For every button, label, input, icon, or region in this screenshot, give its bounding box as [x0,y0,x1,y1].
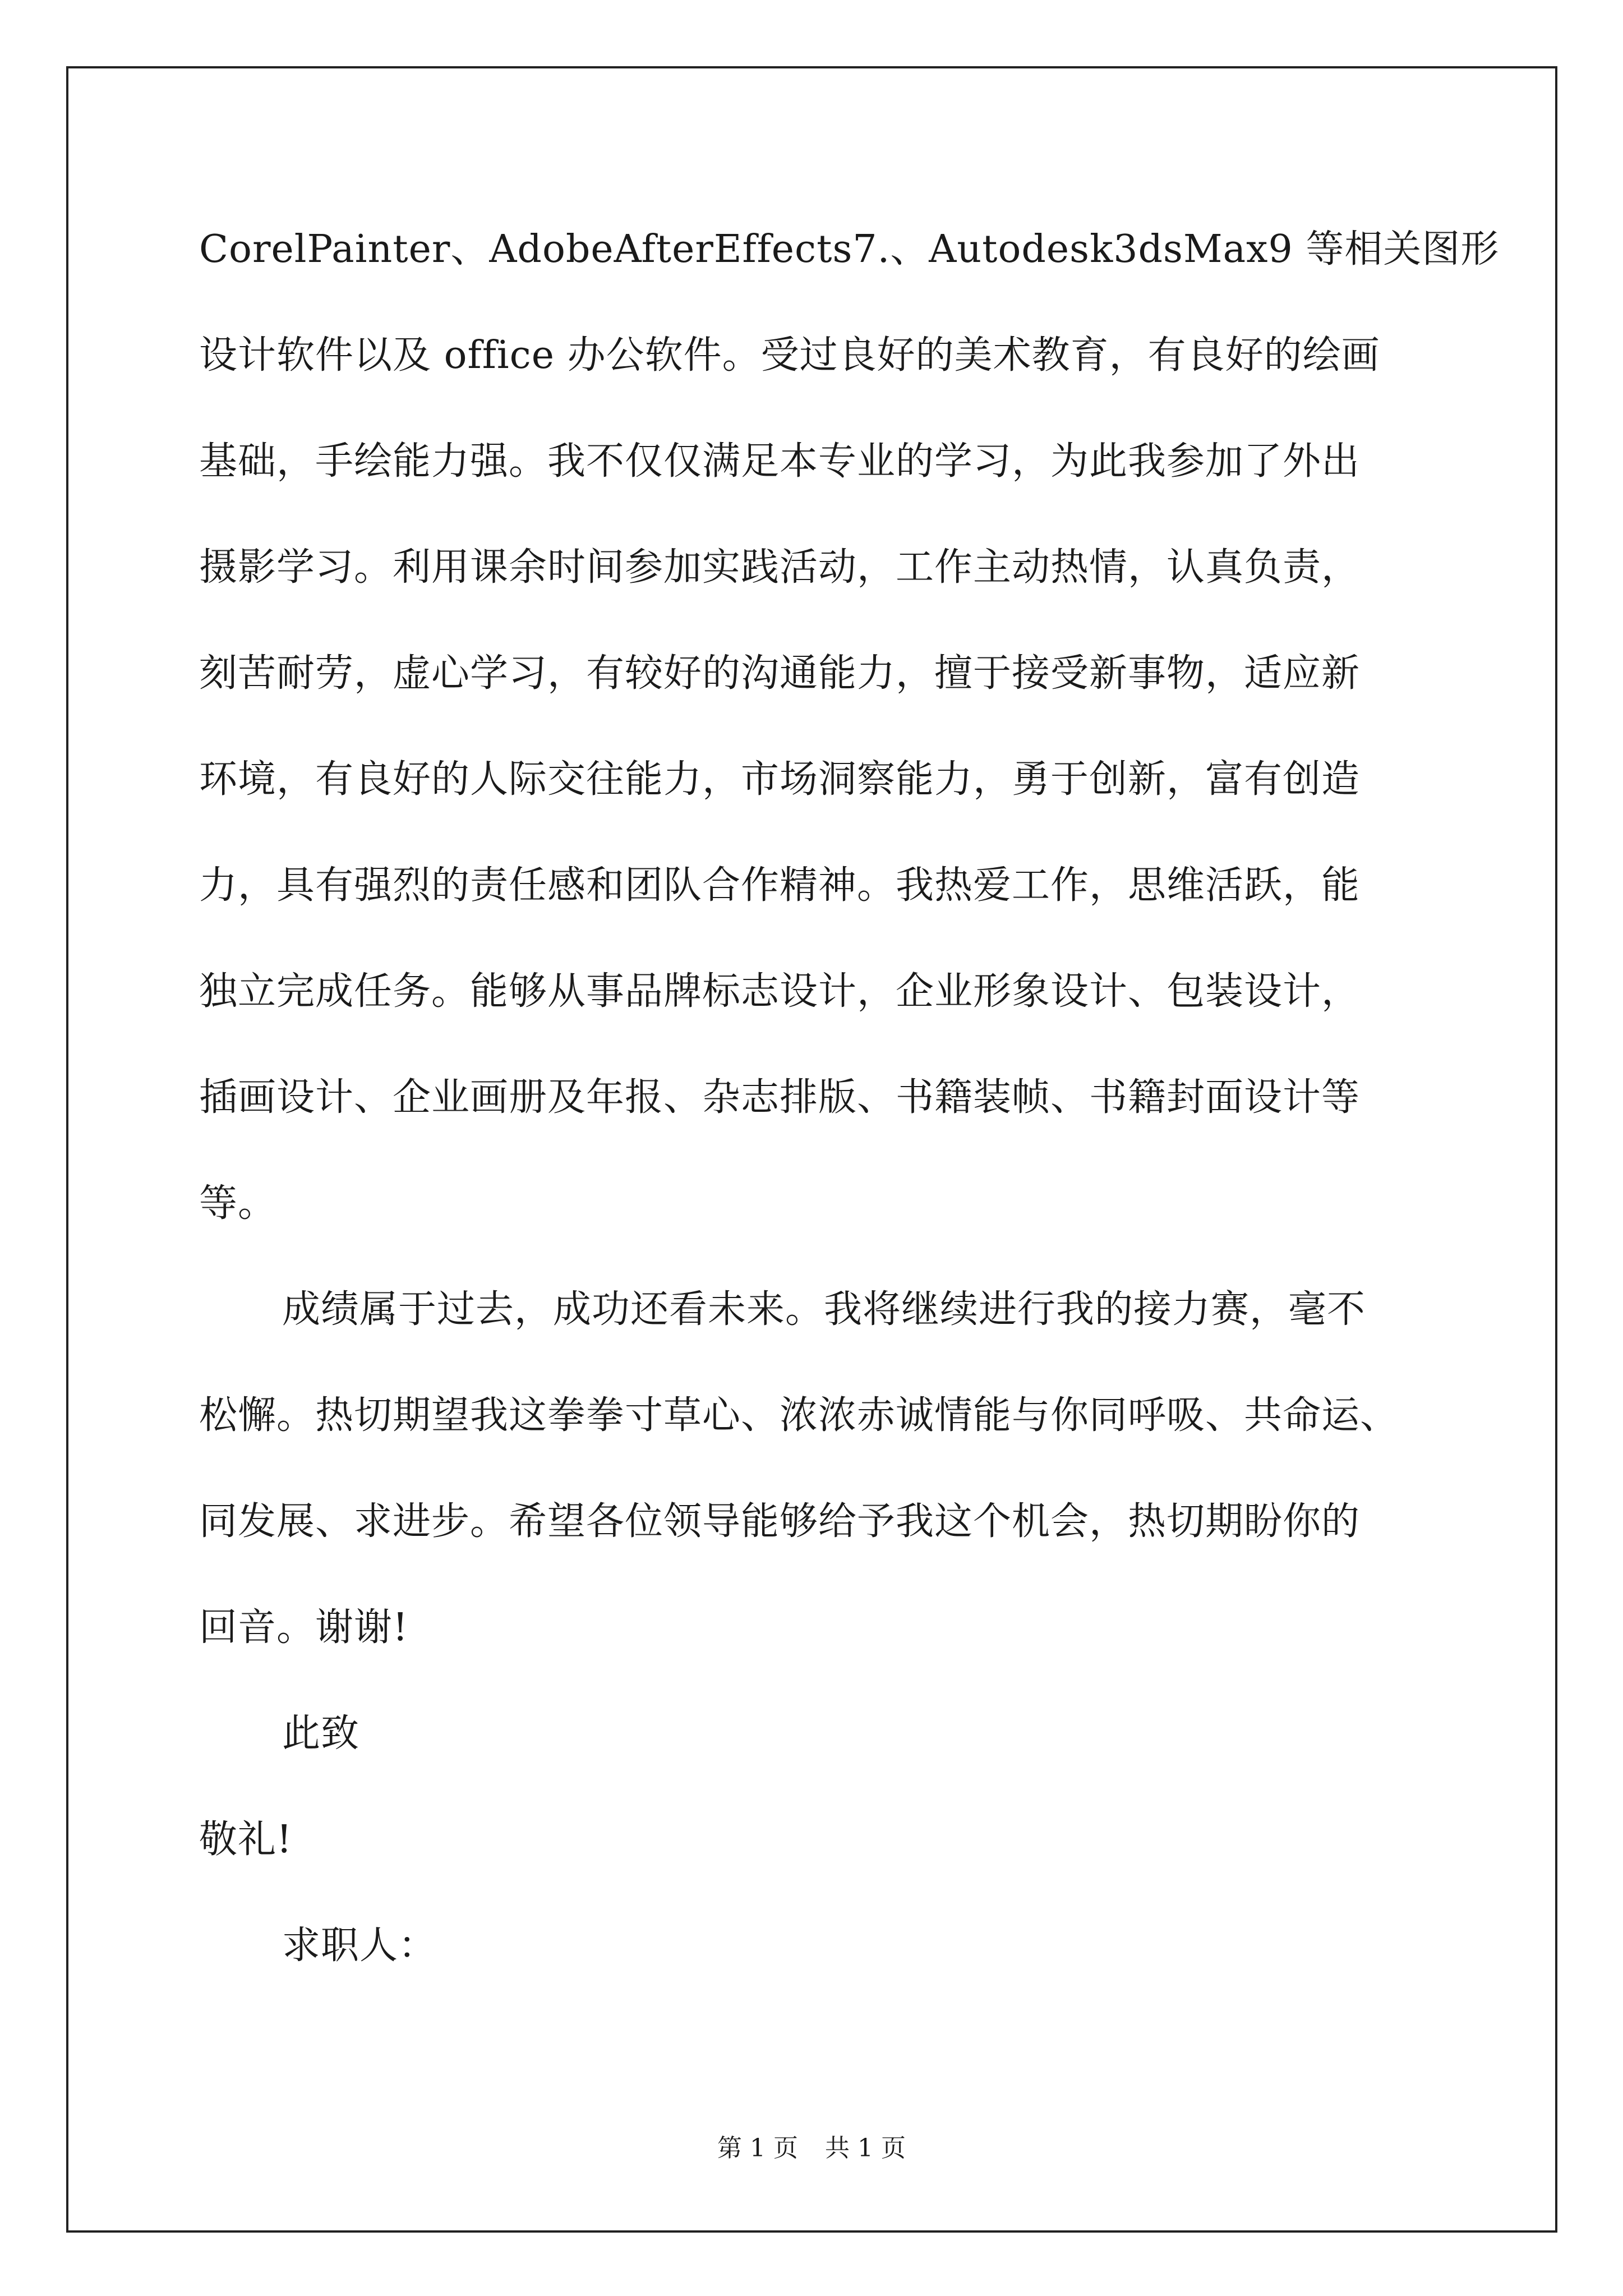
body-line: 刻苦耐劳，虚心学习，有较好的沟通能力，擅于接受新事物，适应新 [199,651,1361,696]
body-line: 回音。谢谢! [199,1605,409,1650]
body-line: 基础，手绘能力强。我不仅仅满足本专业的学习，为此我参加了外出 [199,439,1361,484]
salutation-line: 敬礼! [199,1818,293,1862]
page-total: 共 1 页 [825,2134,906,2162]
closing-line: 此致 [282,1711,360,1756]
body-line: 松懈。热切期望我这拳拳寸草心、浓浓赤诚情能与你同呼吸、共命运、 [199,1393,1399,1438]
body-line: 同发展、求进步。希望各位领导能够给予我这个机会，热切期盼你的 [199,1499,1361,1544]
body-line: CorelPainter、AdobeAfterEffects7.、Autodesk3dsMax9 等相关图形 [199,227,1500,272]
body-line: 等。 [199,1181,277,1226]
page-footer [0,2132,1623,2165]
body-line: 设计软件以及 office 办公软件。受过良好的美术教育，有良好的绘画 [199,333,1380,378]
body-line: 摄影学习。利用课余时间参加实践活动，工作主动热情，认真负责， [199,545,1361,590]
body-line: 力，具有强烈的责任感和团队合作精神。我热爱工作，思维活跃，能 [199,863,1361,908]
body-line: 独立完成任务。能够从事品牌标志设计，企业形象设计、包装设计， [199,969,1361,1014]
page-number: 第 1 页 [717,2134,798,2162]
signature-line: 求职人： [282,1924,437,1968]
body-line: 成绩属于过去，成功还看未来。我将继续进行我的接力赛，毫不 [282,1287,1366,1332]
letter-body [199,222,1500,2024]
body-line: 环境，有良好的人际交往能力，市场洞察能力，勇于创新，富有创造 [199,757,1361,802]
body-line: 插画设计、企业画册及年报、杂志排版、书籍装帧、书籍封面设计等 [199,1075,1361,1120]
